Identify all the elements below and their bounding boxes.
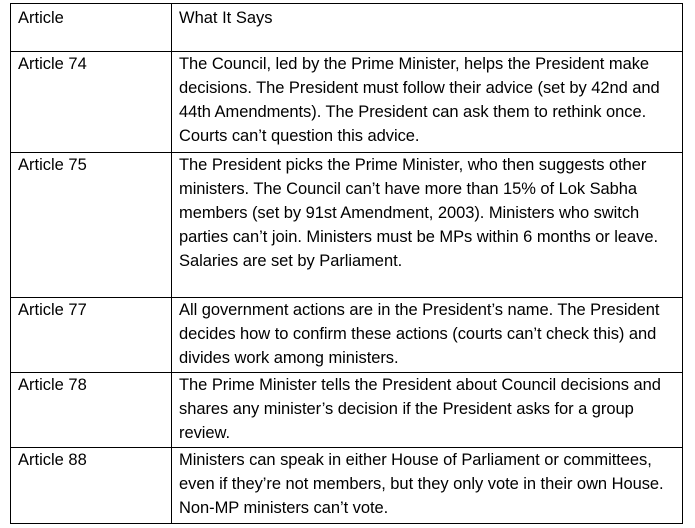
article-cell: Article 88 <box>11 448 172 524</box>
header-what-it-says: What It Says <box>172 4 683 52</box>
table-row <box>11 298 683 373</box>
table-row <box>11 448 683 524</box>
table-row <box>11 153 683 298</box>
description-cell: The Prime Minister tells the President about Council decisions and shares any minister’s decision if the President asks for a group review. <box>172 373 683 448</box>
header-row <box>11 4 683 52</box>
description-cell: All government actions are in the President’s name. The President decides how to confirm these actions (courts can’t check this) and divides work among ministers. <box>172 298 683 373</box>
articles-table <box>10 3 683 524</box>
header-article: Article <box>11 4 172 52</box>
description-cell: Ministers can speak in either House of Parliament or committees, even if they’re not members, but they only vote in their own House. Non-MP ministers can’t vote. <box>172 448 683 524</box>
table-header <box>11 4 683 52</box>
table-body <box>11 52 683 524</box>
article-cell: Article 74 <box>11 52 172 153</box>
description-cell: The Council, led by the Prime Minister, helps the President make decisions. The President must follow their advice (set by 42nd and 44th Amendments). The President can ask them to rethink once. Courts can’t question this advice. <box>172 52 683 153</box>
article-cell: Article 75 <box>11 153 172 298</box>
table-row <box>11 52 683 153</box>
description-cell: The President picks the Prime Minister, who then suggests other ministers. The Council can’t have more than 15% of Lok Sabha members (set by 91st Amendment, 2003). Ministers who switch parties can’t join. Ministers must be MPs within 6 months or leave. Salaries are set by Parliament. <box>172 153 683 298</box>
table-row <box>11 373 683 448</box>
article-cell: Article 78 <box>11 373 172 448</box>
article-cell: Article 77 <box>11 298 172 373</box>
